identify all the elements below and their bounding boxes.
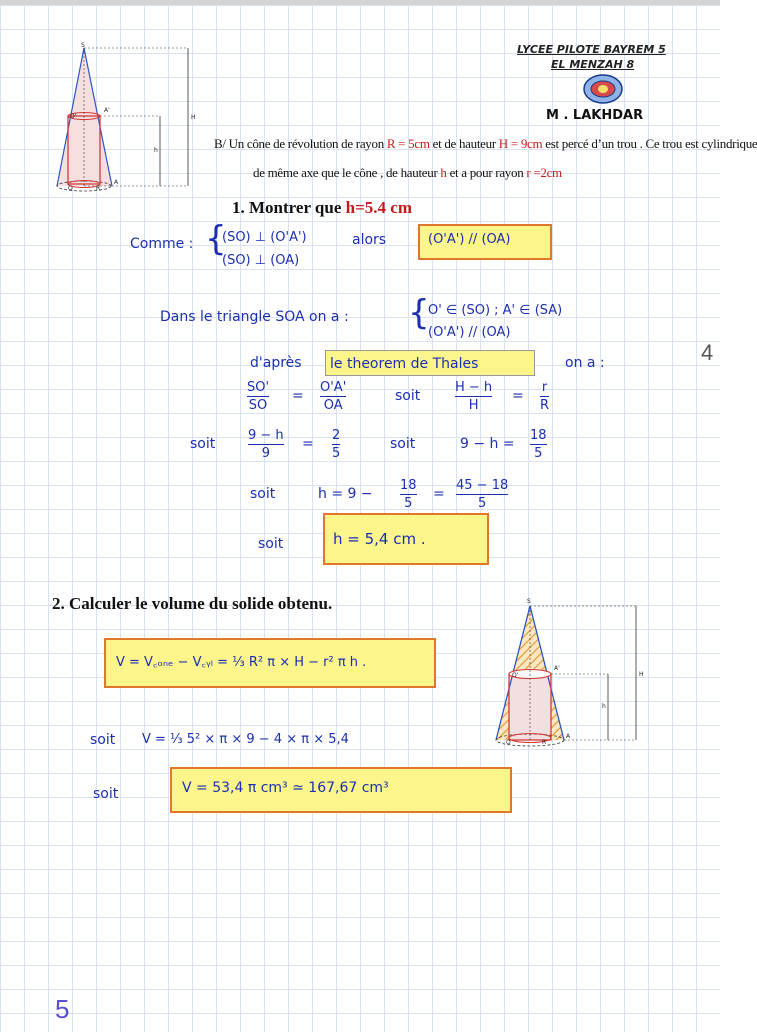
- school-city: EL MENZAH 8: [551, 58, 635, 71]
- fraction-2-over-5: 2 5: [332, 428, 341, 461]
- label-s-2: S: [527, 598, 531, 605]
- label-o-2: O: [506, 739, 511, 746]
- equals-1: =: [292, 388, 304, 404]
- hole-height-letter: h: [440, 165, 447, 180]
- cone-figure-top: [50, 44, 210, 194]
- fraction-so-prime: SO' SO: [247, 380, 270, 413]
- label-h-big-2: H: [639, 671, 644, 678]
- fraction-18-over-5-a: 18 5: [530, 428, 547, 461]
- label-r-2: R: [542, 739, 547, 746]
- q2-text: Calculer le volume du solide obtenu.: [69, 594, 333, 613]
- equals-2: =: [512, 388, 524, 404]
- label-h-small-2: h: [602, 703, 606, 710]
- label-a: A: [114, 179, 119, 186]
- label-o-prime: O': [70, 113, 77, 120]
- equals-4: =: [433, 486, 445, 502]
- equals-3: =: [302, 436, 314, 452]
- page-number-bottom: 5: [55, 994, 70, 1024]
- line1-post: est percé d’un trou . Ce trou est cylindrique: [545, 136, 757, 151]
- question-2-title: [52, 594, 332, 614]
- soit-label-6: soit: [90, 732, 116, 748]
- q2-number: 2.: [52, 594, 65, 613]
- step-2-expression: 9 − h =: [460, 436, 515, 452]
- q1-result: h = 5,4 cm .: [333, 530, 426, 548]
- fraction-45-minus-18: 45 − 18 5: [456, 478, 509, 511]
- fraction-r-over-r: r R: [540, 380, 550, 413]
- hole-radius-value: r =2cm: [526, 165, 562, 180]
- fraction-18-over-5-b: 18 5: [400, 478, 417, 511]
- q1-number: 1.: [232, 198, 245, 217]
- problem-line-2: [253, 165, 562, 181]
- system-1-line-a: (SO) ⊥ (O'A'): [222, 230, 307, 245]
- thales-theorem: le theorem de Thales: [325, 350, 535, 376]
- label-o-prime-2: O': [512, 672, 519, 679]
- page-number-right: 4: [701, 340, 714, 365]
- dapres-label: d'après: [250, 355, 302, 371]
- label-a-prime: A': [104, 107, 110, 114]
- step-3-expression: h = 9 −: [318, 486, 373, 502]
- line2-pre: de même axe que le cône , de hauteur: [253, 165, 438, 180]
- fraction-oa-prime: O'A' OA: [320, 380, 347, 413]
- cone-figure-hatched: [468, 590, 668, 750]
- soit-label-5: soit: [258, 536, 284, 552]
- q1-text: Montrer que: [249, 198, 342, 217]
- school-logo: [583, 74, 623, 104]
- brace-2: {: [408, 293, 430, 333]
- volume-calculation: V = ⅓ 5² × π × 9 − 4 × π × 5,4: [142, 732, 349, 747]
- soit-label-4: soit: [250, 486, 276, 502]
- label-h-big: H: [191, 114, 196, 121]
- label-o: O: [68, 185, 73, 192]
- on-a-label: on a :: [565, 355, 605, 371]
- height-value: H = 9cm: [498, 136, 543, 151]
- soit-label-2: soit: [190, 436, 216, 452]
- parallel-conclusion: (O'A') // (OA): [428, 232, 511, 247]
- question-1-title: [232, 198, 412, 218]
- triangle-label: Dans le triangle SOA on a :: [160, 309, 349, 325]
- system-1-line-b: (SO) ⊥ (OA): [222, 253, 300, 268]
- problem-line-1: [214, 136, 757, 152]
- label-h-small: h: [154, 147, 158, 154]
- soit-label-7: soit: [93, 786, 119, 802]
- label-r: R: [96, 185, 101, 192]
- radius-value: R = 5cm: [386, 136, 430, 151]
- system-2-line-b: (O'A') // (OA): [428, 325, 511, 340]
- soit-label-1: soit: [395, 388, 421, 404]
- line1-mid: et de hauteur: [432, 136, 496, 151]
- fraction-9-minus-h: 9 − h 9: [248, 428, 284, 461]
- fraction-h-minus-h: H − h H: [455, 380, 493, 413]
- system-2-line-a: O' ∈ (SO) ; A' ∈ (SA): [428, 303, 563, 318]
- brace-1: {: [205, 219, 227, 259]
- label-s: S: [81, 42, 85, 49]
- volume-formula: V = V꜀ₒₙₑ − V꜀ᵧₗ = ⅓ R² π × H − r² π h .: [116, 655, 367, 670]
- teacher-name: M . LAKHDAR: [546, 108, 644, 123]
- comme-label: Comme :: [130, 236, 194, 252]
- q1-target: h=5.4 cm: [345, 198, 412, 217]
- school-name: LYCEE PILOTE BAYREM 5: [517, 43, 666, 56]
- label-a-2: A: [566, 733, 571, 740]
- soit-label-3: soit: [390, 436, 416, 452]
- line1-pre: Un cône de révolution de rayon: [228, 136, 384, 151]
- volume-result: V = 53,4 π cm³ ≃ 167,67 cm³: [182, 780, 389, 796]
- part-label: B/: [214, 136, 226, 151]
- alors-label: alors: [352, 232, 387, 248]
- label-a-prime-2: A': [554, 665, 560, 672]
- line2-post: et a pour rayon: [449, 165, 524, 180]
